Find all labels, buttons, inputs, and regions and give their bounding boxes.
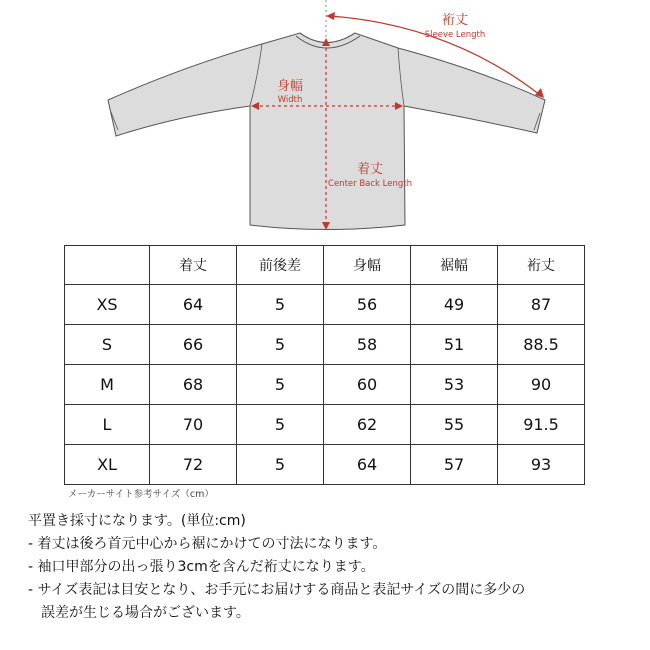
width-label-jp: 身幅 xyxy=(276,79,304,94)
table-row xyxy=(65,325,585,365)
notes-section xyxy=(28,510,638,625)
table-cell: 62 xyxy=(324,405,411,445)
table-header-row xyxy=(65,246,585,285)
table-row xyxy=(65,285,585,325)
sleeve-length-label-en: Sleeve Length xyxy=(424,30,486,40)
table-row xyxy=(65,365,585,405)
width-label-en: Width xyxy=(277,95,303,105)
arrowhead-sleeve-start xyxy=(326,12,335,20)
table-cell: 53 xyxy=(411,365,498,405)
table-cell: 51 xyxy=(411,325,498,365)
table-cell: 5 xyxy=(237,325,324,365)
table-cell: XL xyxy=(65,445,150,485)
table-cell: 55 xyxy=(411,405,498,445)
table-header-cell xyxy=(65,246,150,285)
size-table xyxy=(64,245,585,485)
table-header-cell: 前後差 xyxy=(237,246,324,285)
table-cell: M xyxy=(65,365,150,405)
center-back-length-label-en: Center Back Length xyxy=(328,179,412,189)
table-cell: 91.5 xyxy=(498,405,585,445)
table-cell: 70 xyxy=(150,405,237,445)
note-line: - 袖口甲部分の出っ張り3cmを含んだ裄丈になります。 xyxy=(28,559,375,575)
table-cell: 60 xyxy=(324,365,411,405)
table-cell: 5 xyxy=(237,405,324,445)
table-header-cell: 裄丈 xyxy=(498,246,585,285)
table-cell: 5 xyxy=(237,285,324,325)
table-cell: 58 xyxy=(324,325,411,365)
table-caption: メーカーサイト参考サイズ（cm） xyxy=(68,489,214,500)
sleeve-length-label-jp: 裄丈 xyxy=(441,13,469,28)
table-cell: 5 xyxy=(237,445,324,485)
table-cell: 88.5 xyxy=(498,325,585,365)
table-cell: 64 xyxy=(324,445,411,485)
table-cell: 87 xyxy=(498,285,585,325)
table-cell: 72 xyxy=(150,445,237,485)
table-header-cell: 裾幅 xyxy=(411,246,498,285)
table-cell: 5 xyxy=(237,365,324,405)
note-line: 誤差が生じる場合がございます。 xyxy=(41,605,250,621)
table-cell: 66 xyxy=(150,325,237,365)
note-line: - 着丈は後ろ首元中心から裾にかけての寸法になります。 xyxy=(28,536,387,552)
table-row xyxy=(65,445,585,485)
note-line: 平置き採寸になります。(単位:cm) xyxy=(28,513,246,529)
table-cell: 64 xyxy=(150,285,237,325)
table-cell: S xyxy=(65,325,150,365)
center-back-length-label-jp: 着丈 xyxy=(356,162,384,177)
table-row xyxy=(65,405,585,445)
note-line: - サイズ表記は目安となり、お手元にお届けする商品と表記サイズの間に多少の xyxy=(28,582,526,598)
table-cell: 68 xyxy=(150,365,237,405)
table-header-cell: 着丈 xyxy=(150,246,237,285)
garment-diagram xyxy=(0,0,650,240)
table-cell: XS xyxy=(65,285,150,325)
table-cell: 56 xyxy=(324,285,411,325)
table-cell: 57 xyxy=(411,445,498,485)
table-cell: L xyxy=(65,405,150,445)
table-cell: 49 xyxy=(411,285,498,325)
table-header-cell: 身幅 xyxy=(324,246,411,285)
table-cell: 93 xyxy=(498,445,585,485)
table-cell: 90 xyxy=(498,365,585,405)
